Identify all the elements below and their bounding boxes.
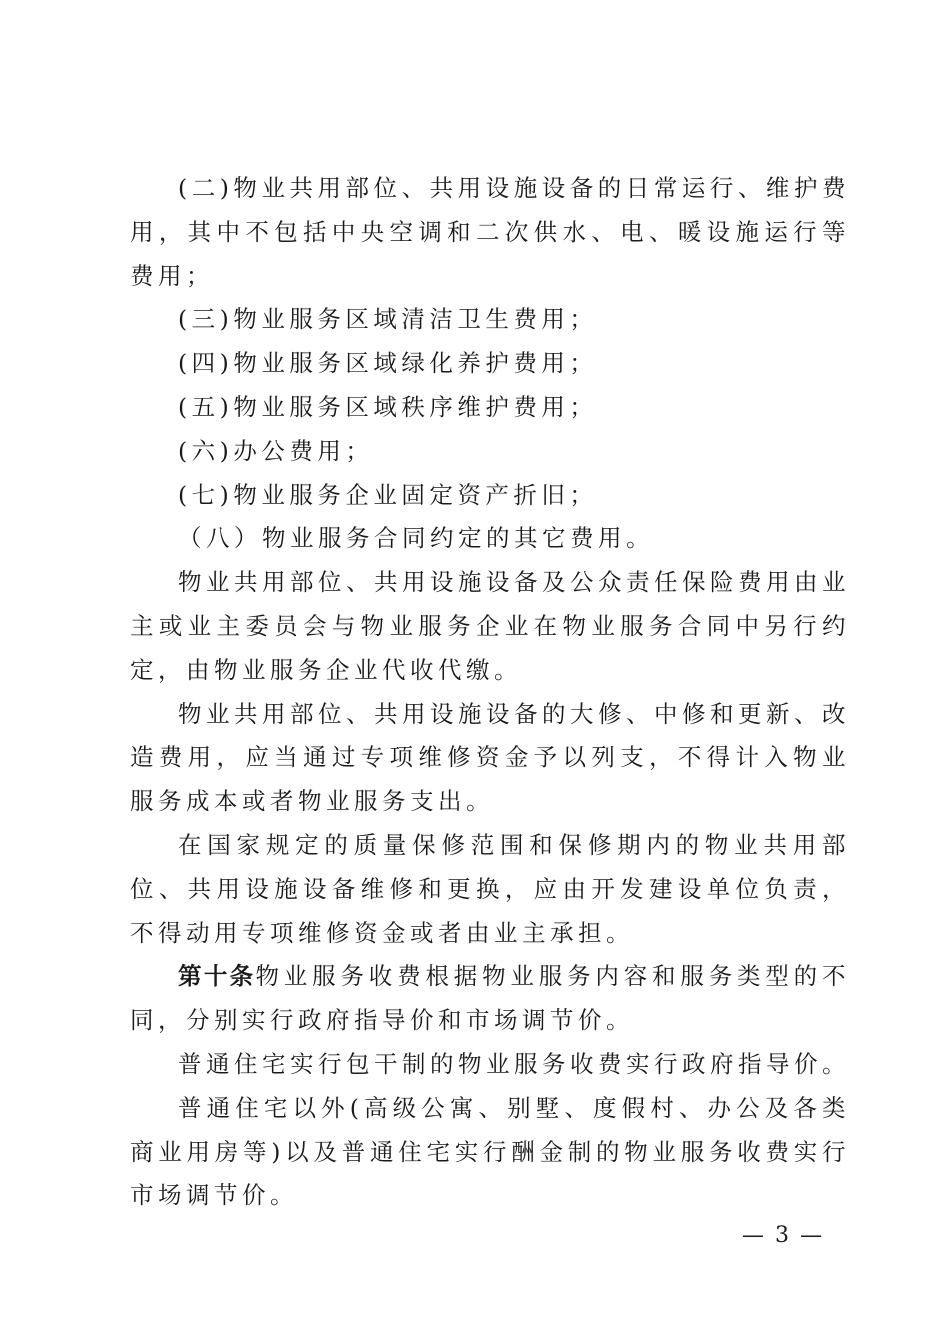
paragraph-text: (七)物业服务企业固定资产折旧； (178, 480, 598, 509)
document-body (130, 167, 850, 1218)
paragraph-text: （八）物业服务合同约定的其它费用。 (178, 524, 654, 553)
paragraph-text: 物业服务收费根据物业服务内容和服务类型的不同，分别实行政府指导价和市场调节价。 (130, 962, 851, 1035)
paragraph-item-3 (130, 298, 850, 342)
paragraph-text: 在国家规定的质量保修范围和保修期内的物业共用部位、共用设施设备维修和更换，应由开发建设单位负责，不得动用专项维修资金或者由业主承担。 (130, 830, 850, 947)
paragraph-item-8 (130, 517, 850, 561)
paragraph-text: 物业共用部位、共用设施设备及公众责任保险费用由业主或业主委员会与物业服务企业在物业服务合同中另行约定，由物业服务企业代收代缴。 (130, 568, 850, 684)
page-number: — 3 — (742, 1223, 824, 1248)
paragraph-insurance-fees (130, 561, 850, 692)
paragraph-text: (三)物业服务区域清洁卫生费用； (178, 305, 598, 334)
paragraph-item-7 (130, 474, 850, 518)
paragraph-text: (四)物业服务区域绿化养护费用； (178, 349, 598, 378)
paragraph-item-6 (130, 430, 850, 474)
paragraph-text: (六)办公费用； (178, 436, 374, 465)
article-10 (130, 955, 850, 1043)
paragraph-item-5 (130, 386, 850, 430)
paragraph-text: 物业共用部位、共用设施设备的大修、中修和更新、改造费用，应当通过专项维修资金予以列支，不得计入物业服务成本或者物业服务支出。 (130, 699, 850, 816)
paragraph-government-guided-price (130, 1043, 850, 1087)
paragraph-market-price (130, 1087, 850, 1218)
paragraph-text: 普通住宅实行包干制的物业服务收费实行政府指导价。 (178, 1049, 850, 1078)
article-label: 第十条 (178, 962, 256, 991)
paragraph-warranty (130, 824, 850, 955)
paragraph-text: (二)物业共用部位、共用设施设备的日常运行、维护费用，其中不包括中央空调和二次供水、电、暖设施运行等费用； (130, 174, 850, 290)
paragraph-text: 普通住宅以外(高级公寓、别墅、度假村、办公及各类商业用房等)以及普通住宅实行酬金制的物业服务收费实行市场调节价。 (130, 1093, 850, 1210)
paragraph-text: (五)物业服务区域秩序维护费用； (178, 392, 598, 421)
paragraph-item-2 (130, 167, 850, 298)
paragraph-maintenance-fund (130, 693, 850, 824)
paragraph-item-4 (130, 342, 850, 386)
